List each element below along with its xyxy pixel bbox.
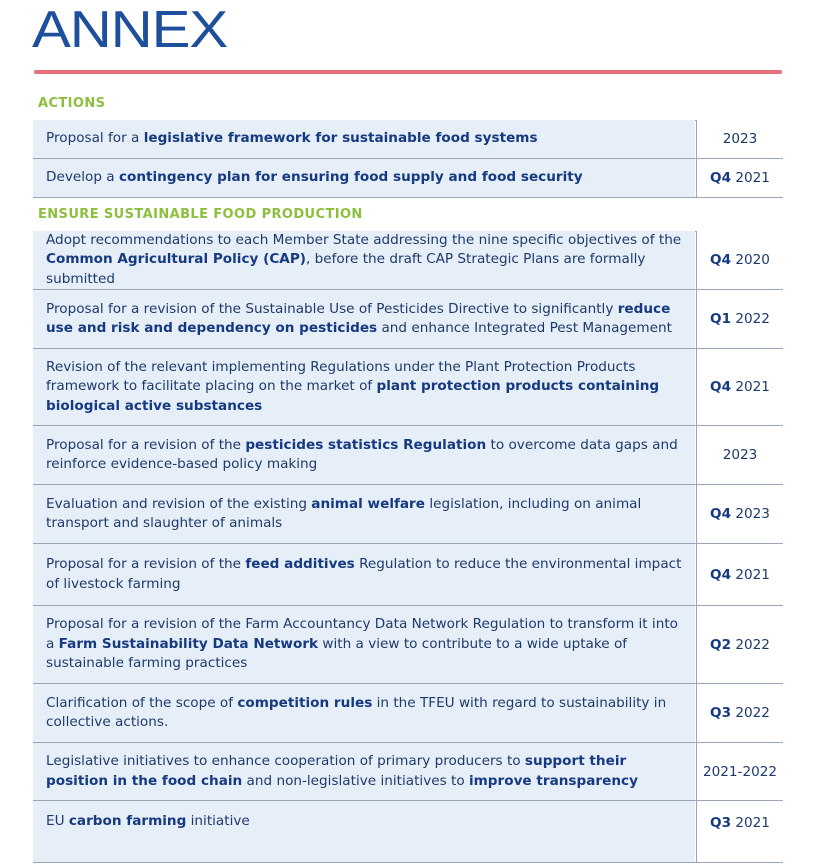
year-label: 2022 — [735, 705, 770, 721]
year-label: 2021 — [735, 566, 770, 583]
timeline-cell — [696, 684, 783, 742]
quarter-label: Q4 — [710, 379, 732, 395]
body-text: initiative — [186, 813, 250, 829]
action-description — [33, 290, 695, 348]
body-text: EU — [46, 813, 69, 829]
table-row — [33, 231, 783, 290]
table-row — [33, 684, 783, 743]
quarter-label: Q4 — [710, 506, 732, 522]
timeline-cell — [696, 743, 783, 800]
emphasis-text: legislative framework for sustainable food systems — [143, 130, 538, 147]
action-description — [33, 544, 695, 605]
timeline-cell — [696, 801, 783, 862]
section-heading: ACTIONS — [38, 96, 106, 111]
action-description — [33, 684, 695, 742]
body-text: Regulation to reduce the environmental impact of livestock farming — [46, 556, 682, 592]
title-underline — [34, 70, 782, 74]
body-text: , before the draft CAP Strategic Plans are formally submitted — [46, 251, 646, 287]
body-text: legislation, including on animal transport and slaughter of animals — [46, 495, 642, 531]
year-label: 2023 — [735, 506, 770, 522]
body-text: and enhance Integrated Pest Management — [377, 320, 672, 336]
quarter-label: Q4 — [710, 252, 732, 268]
emphasis-text: Farm Sustainability Data Network — [58, 635, 319, 652]
body-text: Proposal for a — [46, 130, 144, 147]
quarter-label: Q3 — [710, 815, 732, 831]
timeline-cell — [696, 426, 783, 484]
emphasis-text: carbon farming — [68, 813, 187, 829]
emphasis-text: animal welfare — [311, 495, 425, 512]
action-description — [33, 120, 695, 158]
page-title: ANNEX — [32, 1, 228, 59]
action-description — [33, 606, 695, 683]
quarter-label: Q1 — [710, 311, 732, 327]
table-row — [33, 426, 783, 485]
year-label: 2021-2022 — [702, 763, 778, 780]
timeline-cell — [696, 231, 783, 289]
emphasis-text: contingency plan for ensuring food supply and food security — [118, 169, 583, 186]
body-text: Proposal for a revision of the Sustainable Use of Pesticides Directive to significantly — [46, 300, 618, 317]
body-text: Adopt recommendations to each Member State addressing the nine specific objectives of the — [46, 231, 682, 248]
timeline-cell — [696, 290, 783, 348]
table-row — [33, 485, 783, 544]
emphasis-text: Common Agricultural Policy (CAP) — [46, 251, 307, 268]
action-description — [33, 349, 695, 425]
table-row — [33, 290, 783, 349]
table-row — [33, 120, 783, 159]
timeline-cell — [696, 606, 783, 683]
quarter-label: Q3 — [710, 705, 732, 721]
action-description — [33, 743, 695, 800]
table-row — [33, 159, 783, 198]
action-description — [33, 485, 695, 543]
body-text: to overcome data gaps and reinforce evidence-based policy making — [46, 436, 678, 472]
table-row — [33, 743, 783, 801]
action-description — [33, 426, 695, 484]
emphasis-text: plant protection products containing biological active substances — [46, 378, 660, 414]
emphasis-text: pesticides statistics Regulation — [245, 436, 487, 453]
table-row — [33, 349, 783, 426]
timeline-cell — [696, 120, 783, 158]
year-label: 2021 — [735, 815, 770, 831]
body-text: in the TFEU with regard to sustainability in collective actions. — [46, 694, 667, 730]
action-description — [33, 159, 695, 197]
emphasis-text: feed additives — [245, 556, 355, 572]
emphasis-text: competition rules — [237, 694, 373, 711]
timeline-cell — [696, 544, 783, 605]
body-text: Evaluation and revision of the existing — [46, 495, 312, 512]
body-text: Proposal for a revision of the — [46, 556, 246, 572]
timeline-cell — [696, 485, 783, 543]
year-label: 2022 — [735, 311, 770, 327]
body-text: and non-legislative initiatives to — [242, 772, 469, 789]
quarter-label: Q4 — [710, 170, 732, 186]
body-text: Revision of the relevant implementing Regulations under the Plant Protection Products framework to facilitate placing on the market of — [46, 358, 636, 395]
year-label: 2023 — [722, 131, 758, 147]
table-row — [33, 544, 783, 606]
year-label: 2021 — [735, 170, 770, 186]
action-description — [33, 801, 695, 862]
table-row — [33, 801, 783, 863]
body-text: Legislative initiatives to enhance cooperation of primary producers to — [46, 753, 525, 769]
table-row — [33, 606, 783, 684]
body-text: Proposal for a revision of the Farm Accountancy Data Network Regulation to transform it into a — [46, 616, 678, 652]
emphasis-text: improve transparency — [468, 772, 638, 789]
emphasis-text: support their position in the food chain — [46, 753, 627, 789]
body-text: Clarification of the scope of — [46, 694, 238, 711]
timeline-cell — [696, 349, 783, 425]
action-description — [33, 231, 695, 289]
year-label: 2021 — [735, 379, 770, 395]
timeline-cell — [696, 159, 783, 197]
year-label: 2020 — [735, 252, 770, 268]
quarter-label: Q4 — [710, 566, 732, 583]
body-text: Proposal for a revision of the — [46, 436, 246, 453]
quarter-label: Q2 — [710, 636, 732, 653]
body-text: with a view to contribute to a wide uptake of sustainable farming practices — [46, 635, 628, 672]
emphasis-text: reduce use and risk and dependency on pesticides — [46, 300, 671, 336]
body-text: Develop a — [46, 169, 119, 186]
section-heading: ENSURE SUSTAINABLE FOOD PRODUCTION — [38, 207, 363, 222]
year-label: 2022 — [735, 636, 770, 653]
year-label: 2023 — [722, 447, 758, 463]
